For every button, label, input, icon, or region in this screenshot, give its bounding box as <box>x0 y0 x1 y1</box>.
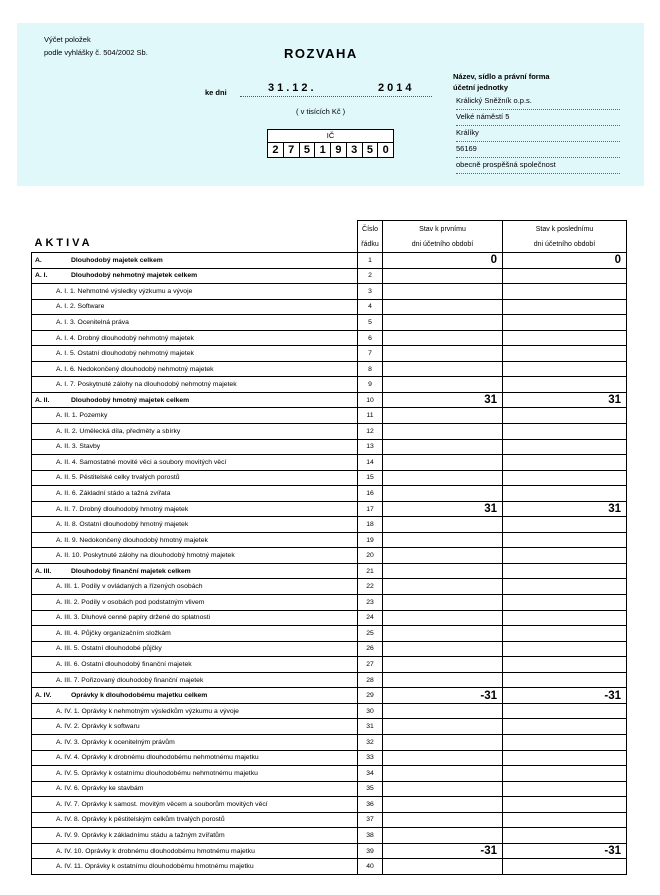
value-end <box>503 797 627 813</box>
table-row <box>32 392 627 408</box>
row-label-cell <box>32 268 358 284</box>
value-end <box>503 424 627 440</box>
row-number: 9 <box>358 377 383 393</box>
row-label-cell <box>32 657 358 673</box>
row-number: 23 <box>358 595 383 611</box>
value-start <box>383 859 503 875</box>
row-number: 31 <box>358 719 383 735</box>
value-end <box>503 766 627 782</box>
table-row <box>32 253 627 269</box>
value-start <box>383 672 503 688</box>
row-label: A. I. 4. Drobný dlouhodobý nehmotný majetek <box>56 334 194 342</box>
row-label: A. I. 5. Ostatní dlouhodobý nehmotný majetek <box>56 350 194 358</box>
table-row <box>32 859 627 875</box>
value-start: 31 <box>383 392 503 408</box>
table-row <box>32 595 627 611</box>
value-end: 31 <box>503 501 627 517</box>
value-start <box>383 641 503 657</box>
value-start <box>383 797 503 813</box>
value-start <box>383 626 503 642</box>
row-label: Dlouhodobý hmotný majetek celkem <box>71 396 190 404</box>
row-label: A. II. 10. Poskytnuté zálohy na dlouhodobý hmotný majetek <box>56 552 235 560</box>
value-end <box>503 641 627 657</box>
row-label: A. I. 7. Poskytnuté zálohy na dlouhodobý nehmotný majetek <box>56 381 237 389</box>
table-row <box>32 688 627 704</box>
row-label: A. III. 3. Dluhové cenné papíry držené do splatnosti <box>56 614 211 622</box>
col-start-line1: Stav k prvnímu <box>419 225 466 233</box>
table-header-row <box>32 221 627 253</box>
row-number: 24 <box>358 610 383 626</box>
row-label-cell <box>32 719 358 735</box>
row-label: A. II. 8. Ostatní dlouhodobý hmotný majetek <box>56 521 189 529</box>
row-label: A. II. 1. Pozemky <box>56 412 108 420</box>
value-start <box>383 377 503 393</box>
page-title: ROZVAHA <box>284 46 358 61</box>
row-label-cell <box>32 610 358 626</box>
table-row <box>32 439 627 455</box>
table-body <box>32 253 627 875</box>
row-label: A. IV. 3. Oprávky k ocenitelným právům <box>56 738 175 746</box>
row-number: 17 <box>358 501 383 517</box>
row-number: 30 <box>358 703 383 719</box>
row-label-cell <box>32 797 358 813</box>
row-label: A. III. 2. Podíly v osobách pod podstatným vlivem <box>56 598 205 606</box>
table-row <box>32 750 627 766</box>
value-start <box>383 548 503 564</box>
table-row <box>32 781 627 797</box>
table-row <box>32 299 627 315</box>
value-end <box>503 330 627 346</box>
value-start <box>383 284 503 300</box>
legal-note-line1: Výčet položek <box>44 35 91 44</box>
row-number: 25 <box>358 626 383 642</box>
value-end <box>503 657 627 673</box>
row-label-cell <box>32 377 358 393</box>
ico-digit: 5 <box>363 143 379 157</box>
row-number: 6 <box>358 330 383 346</box>
row-number: 21 <box>358 563 383 579</box>
row-code: A. III. <box>35 567 52 575</box>
table-row <box>32 501 627 517</box>
legal-note-line2: podle vyhlášky č. 504/2002 Sb. <box>44 48 148 57</box>
value-start <box>383 703 503 719</box>
value-start <box>383 346 503 362</box>
row-label: A. IV. 1. Oprávky k nehmotným výsledkům výzkumu a vývoje <box>56 707 239 715</box>
row-number: 26 <box>358 641 383 657</box>
value-start <box>383 486 503 502</box>
row-label: A. III. 7. Pořizovaný dlouhodobý finanční majetek <box>56 676 204 684</box>
row-label-cell <box>32 595 358 611</box>
entity-heading-2: účetní jednotky <box>453 83 509 92</box>
value-start <box>383 563 503 579</box>
row-number: 4 <box>358 299 383 315</box>
row-number: 38 <box>358 828 383 844</box>
row-label: Dlouhodobý finanční majetek celkem <box>71 567 191 575</box>
row-label-cell <box>32 408 358 424</box>
table-row <box>32 486 627 502</box>
value-start <box>383 361 503 377</box>
row-label: A. III. 4. Půjčky organizačním složkám <box>56 629 171 637</box>
value-start <box>383 532 503 548</box>
value-start <box>383 299 503 315</box>
value-end <box>503 563 627 579</box>
row-label-cell <box>32 392 358 408</box>
row-label-cell <box>32 532 358 548</box>
row-number: 13 <box>358 439 383 455</box>
value-start <box>383 781 503 797</box>
table-row <box>32 657 627 673</box>
value-start: -31 <box>383 843 503 859</box>
value-start <box>383 766 503 782</box>
row-label-cell <box>32 284 358 300</box>
entity-legal-form: obecně prospěšná společnost <box>456 159 620 174</box>
row-label: A. II. 7. Drobný dlouhodobý hmotný majetek <box>56 505 189 513</box>
section-title: AKTIVA <box>34 237 93 249</box>
value-end <box>503 439 627 455</box>
table-row <box>32 470 627 486</box>
value-start <box>383 268 503 284</box>
col-start-line2: dni účetního období <box>411 240 474 248</box>
column-header-start <box>383 221 503 253</box>
row-label: A. IV. 7. Oprávky k samost. movitým věcem a souborům movitých věcí <box>56 800 268 808</box>
value-start <box>383 315 503 331</box>
value-start: 31 <box>383 501 503 517</box>
value-start <box>383 424 503 440</box>
value-end <box>503 626 627 642</box>
row-label-cell <box>32 843 358 859</box>
row-number: 20 <box>358 548 383 564</box>
row-label-cell <box>32 734 358 750</box>
row-label: A. IV. 4. Oprávky k drobnému dlouhodobému nehmotnému majetku <box>56 754 259 762</box>
row-label-cell <box>32 563 358 579</box>
entity-zip: 56169 <box>456 143 620 158</box>
table-row <box>32 346 627 362</box>
row-code: A. <box>35 256 42 264</box>
value-start <box>383 812 503 828</box>
table-row <box>32 517 627 533</box>
value-end <box>503 548 627 564</box>
row-code: A. II. <box>35 396 50 404</box>
table-row <box>32 610 627 626</box>
row-number: 2 <box>358 268 383 284</box>
value-start <box>383 579 503 595</box>
col-end-line2: dni účetního období <box>533 240 596 248</box>
value-end <box>503 486 627 502</box>
row-number: 19 <box>358 532 383 548</box>
row-label: A. III. 1. Podíly v ovládaných a řízených osobách <box>56 583 203 591</box>
value-end <box>503 859 627 875</box>
col-end-line1: Stav k poslednímu <box>535 225 594 233</box>
row-label-cell <box>32 346 358 362</box>
col-row-line2: řádku <box>361 240 379 248</box>
value-end <box>503 470 627 486</box>
value-end <box>503 734 627 750</box>
table-row <box>32 703 627 719</box>
value-start <box>383 455 503 471</box>
row-label-cell <box>32 750 358 766</box>
value-end <box>503 377 627 393</box>
value-start <box>383 330 503 346</box>
ico-box <box>267 129 394 158</box>
value-end <box>503 315 627 331</box>
value-end <box>503 346 627 362</box>
row-label-cell <box>32 672 358 688</box>
row-number: 12 <box>358 424 383 440</box>
row-number: 11 <box>358 408 383 424</box>
table-row <box>32 315 627 331</box>
value-start <box>383 408 503 424</box>
row-number: 14 <box>358 455 383 471</box>
row-label: A. IV. 6. Oprávky ke stavbám <box>56 785 144 793</box>
row-label-cell <box>32 579 358 595</box>
units-note: ( v tisících Kč ) <box>296 107 346 116</box>
row-label-cell <box>32 828 358 844</box>
row-label: A. III. 5. Ostatní dlouhodobé půjčky <box>56 645 162 653</box>
value-end: -31 <box>503 688 627 704</box>
row-label-cell <box>32 455 358 471</box>
value-start <box>383 470 503 486</box>
date-day: 31.12. <box>268 82 317 94</box>
row-number: 27 <box>358 657 383 673</box>
row-label: A. IV. 10. Oprávky k drobnému dlouhodobému hmotnému majetku <box>56 847 255 855</box>
row-label-cell <box>32 253 358 269</box>
row-label-cell <box>32 486 358 502</box>
value-end <box>503 517 627 533</box>
row-label: A. IV. 8. Oprávky k pěstitelským celkům trvalých porostů <box>56 816 225 824</box>
row-number: 15 <box>358 470 383 486</box>
row-number: 5 <box>358 315 383 331</box>
ico-digit: 2 <box>268 143 284 157</box>
table-row <box>32 641 627 657</box>
row-label-cell <box>32 859 358 875</box>
row-number: 16 <box>358 486 383 502</box>
value-start <box>383 719 503 735</box>
value-end: 31 <box>503 392 627 408</box>
row-number: 39 <box>358 843 383 859</box>
row-label-cell <box>32 517 358 533</box>
row-code: A. IV. <box>35 692 52 700</box>
row-label-cell <box>32 688 358 704</box>
row-number: 7 <box>358 346 383 362</box>
ico-label: IČ <box>326 131 335 140</box>
row-number: 34 <box>358 766 383 782</box>
row-label-cell <box>32 439 358 455</box>
value-start <box>383 750 503 766</box>
row-label: Oprávky k dlouhodobému majetku celkem <box>71 692 208 700</box>
row-number: 1 <box>358 253 383 269</box>
col-row-line1: Číslo <box>362 225 378 233</box>
value-end <box>503 719 627 735</box>
value-start <box>383 610 503 626</box>
table-row <box>32 734 627 750</box>
value-start <box>383 595 503 611</box>
row-label: A. I. 3. Ocenitelná práva <box>56 318 129 326</box>
value-end <box>503 455 627 471</box>
table-row <box>32 843 627 859</box>
row-label-cell <box>32 626 358 642</box>
row-number: 40 <box>358 859 383 875</box>
table-row <box>32 377 627 393</box>
row-number: 10 <box>358 392 383 408</box>
value-start <box>383 439 503 455</box>
value-end <box>503 268 627 284</box>
row-number: 28 <box>358 672 383 688</box>
table-row <box>32 828 627 844</box>
row-label: A. IV. 2. Oprávky k softwaru <box>56 723 140 731</box>
value-end <box>503 672 627 688</box>
value-start: 0 <box>383 253 503 269</box>
row-label: A. II. 5. Pěstitelské celky trvalých porostů <box>56 474 180 482</box>
ico-digit: 9 <box>331 143 347 157</box>
table-row <box>32 361 627 377</box>
row-number: 3 <box>358 284 383 300</box>
value-end <box>503 579 627 595</box>
ico-digit: 7 <box>284 143 300 157</box>
value-end <box>503 361 627 377</box>
row-label: A. IV. 9. Oprávky k základnímu stádu a tažným zvířatům <box>56 832 225 839</box>
row-label-cell <box>32 424 358 440</box>
row-label-cell <box>32 501 358 517</box>
entity-city: Králíky <box>456 127 620 142</box>
balance-sheet-table <box>31 220 627 875</box>
table-row <box>32 330 627 346</box>
date-field <box>240 82 432 97</box>
table-row <box>32 719 627 735</box>
table-row <box>32 626 627 642</box>
table-row <box>32 424 627 440</box>
row-label-cell <box>32 641 358 657</box>
row-label-cell <box>32 766 358 782</box>
row-label: A. III. 6. Ostatní dlouhodobý finanční majetek <box>56 660 192 668</box>
row-label-cell <box>32 781 358 797</box>
row-number: 22 <box>358 579 383 595</box>
ico-digit: 5 <box>300 143 316 157</box>
column-header-end <box>503 221 627 253</box>
section-title-cell <box>32 221 358 253</box>
row-label: A. IV. 11. Oprávky k ostatnímu dlouhodobému hmotnému majetku <box>56 863 254 871</box>
row-label: A. II. 9. Nedokončený dlouhodobý hmotný majetek <box>56 536 208 544</box>
table-row <box>32 408 627 424</box>
value-end: -31 <box>503 843 627 859</box>
row-label-cell <box>32 299 358 315</box>
row-label: A. IV. 5. Oprávky k ostatnímu dlouhodobému nehmotnému majetku <box>56 769 258 777</box>
value-end <box>503 750 627 766</box>
table-row <box>32 284 627 300</box>
value-end <box>503 610 627 626</box>
row-number: 8 <box>358 361 383 377</box>
row-label-cell <box>32 330 358 346</box>
row-label-cell <box>32 548 358 564</box>
value-end <box>503 532 627 548</box>
row-label: Dlouhodobý majetek celkem <box>71 256 163 264</box>
row-label: A. I. 2. Software <box>56 303 105 311</box>
value-start <box>383 517 503 533</box>
value-end <box>503 703 627 719</box>
table-row <box>32 548 627 564</box>
row-label: A. II. 3. Stavby <box>56 443 101 451</box>
row-code: A. I. <box>35 272 48 280</box>
value-start <box>383 828 503 844</box>
value-start <box>383 734 503 750</box>
table-row <box>32 797 627 813</box>
row-number: 32 <box>358 734 383 750</box>
entity-name: Králický Sněžník o.p.s. <box>456 95 620 110</box>
ico-digit: 3 <box>347 143 363 157</box>
date-prefix: ke dni <box>205 88 227 97</box>
row-label: A. II. 2. Umělecká díla, předměty a sbírky <box>56 427 181 435</box>
table-row <box>32 563 627 579</box>
table-row <box>32 672 627 688</box>
value-start: -31 <box>383 688 503 704</box>
date-year: 2014 <box>378 82 415 94</box>
row-label: A. I. 1. Nehmotné výsledky výzkumu a vývoje <box>56 287 193 295</box>
row-label-cell <box>32 703 358 719</box>
value-end <box>503 828 627 844</box>
table-row <box>32 579 627 595</box>
ico-digit: 1 <box>315 143 331 157</box>
value-end <box>503 595 627 611</box>
row-number: 37 <box>358 812 383 828</box>
value-end <box>503 408 627 424</box>
row-number: 18 <box>358 517 383 533</box>
row-label-cell <box>32 812 358 828</box>
table-row <box>32 455 627 471</box>
value-end: 0 <box>503 253 627 269</box>
row-label-cell <box>32 470 358 486</box>
value-start <box>383 657 503 673</box>
table-row <box>32 532 627 548</box>
row-number: 36 <box>358 797 383 813</box>
row-label: A. I. 6. Nedokončený dlouhodobý nehmotný majetek <box>56 365 214 373</box>
row-label: A. II. 4. Samostatné movité věci a soubory movitých věcí <box>56 458 227 466</box>
row-label-cell <box>32 361 358 377</box>
column-header-row-number <box>358 221 383 253</box>
table-row <box>32 268 627 284</box>
row-label-cell <box>32 315 358 331</box>
row-number: 29 <box>358 688 383 704</box>
row-label: A. II. 6. Základní stádo a tažná zvířata <box>56 489 171 497</box>
value-end <box>503 812 627 828</box>
ico-digits <box>268 142 393 157</box>
entity-heading-1: Název, sídlo a právní forma <box>453 72 550 81</box>
table-row <box>32 812 627 828</box>
value-end <box>503 284 627 300</box>
table-row <box>32 766 627 782</box>
value-end <box>503 299 627 315</box>
row-number: 33 <box>358 750 383 766</box>
entity-street: Velké náměstí 5 <box>456 111 620 126</box>
row-number: 35 <box>358 781 383 797</box>
value-end <box>503 781 627 797</box>
ico-digit: 0 <box>382 144 389 156</box>
row-label: Dlouhodobý nehmotný majetek celkem <box>71 272 198 280</box>
